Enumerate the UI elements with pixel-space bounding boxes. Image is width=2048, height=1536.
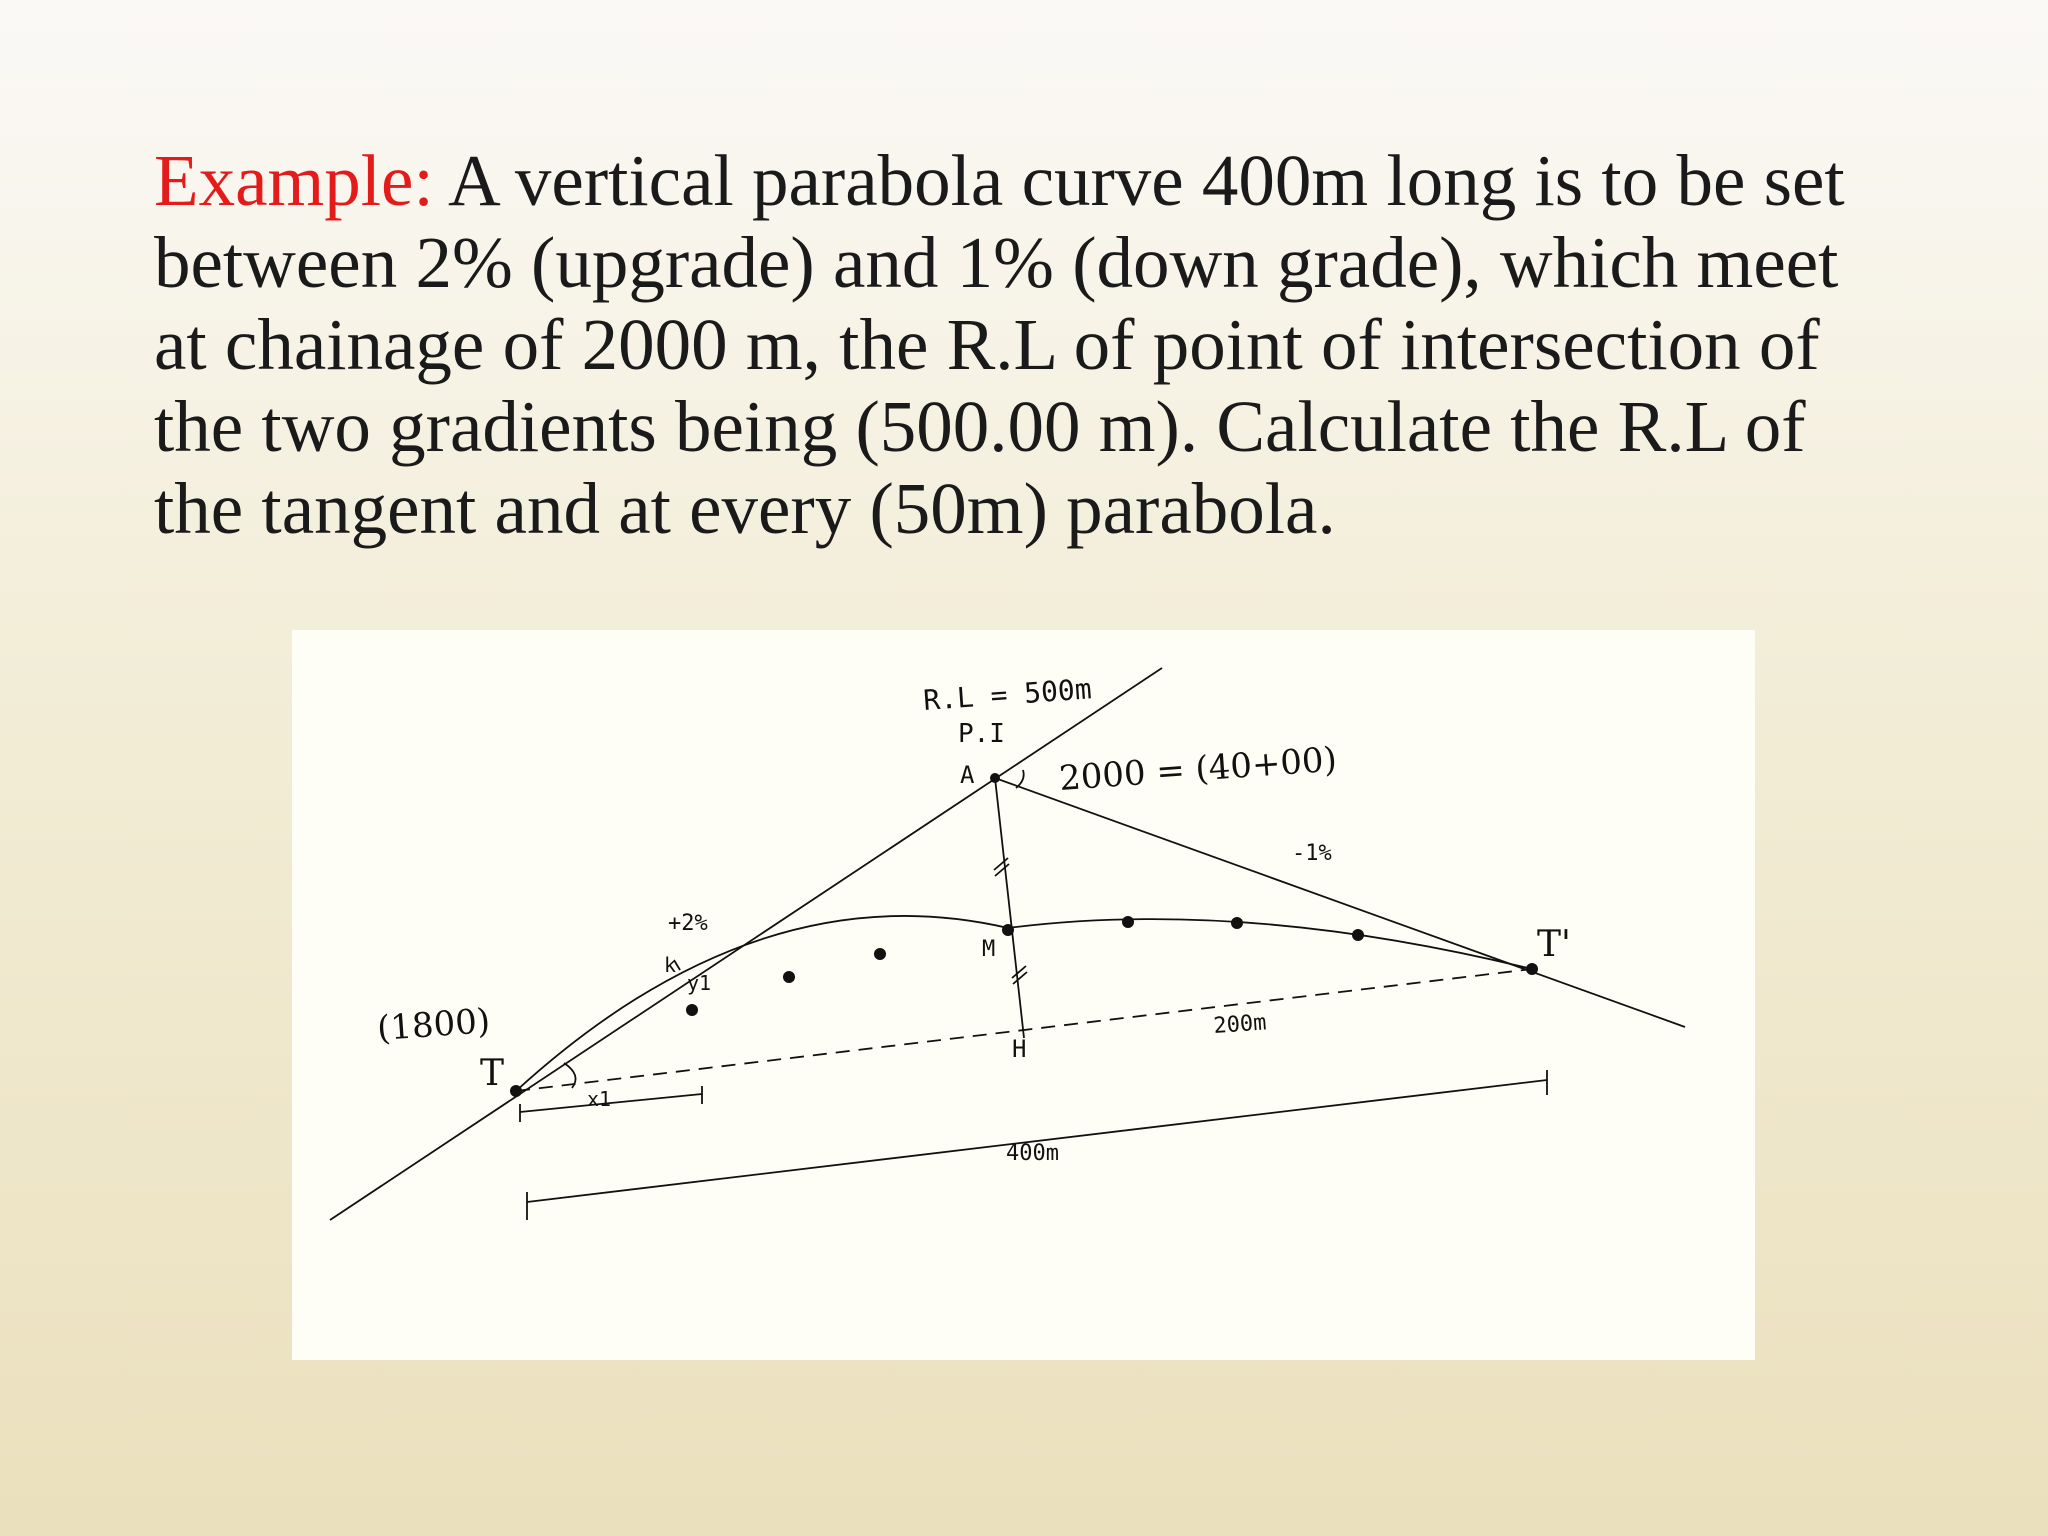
- upgrade-label: +2%: [668, 911, 708, 936]
- point-tprime-label: T': [1537, 924, 1571, 965]
- point-m-dot: [1002, 924, 1014, 936]
- problem-line-2: between 2% (upgrade) and 1% (down grade), which meet: [154, 222, 1839, 303]
- chainage-label: 2000 = (40+00): [1057, 739, 1339, 799]
- full-length-label: 400m: [1006, 1141, 1059, 1166]
- example-label: Example:: [154, 140, 434, 221]
- curve-point: [1122, 916, 1134, 928]
- curve-point: [1352, 929, 1364, 941]
- downgrade-label: -1%: [1292, 841, 1332, 866]
- point-h-label: H: [1012, 1035, 1027, 1063]
- rl-label: R.L = 500m: [922, 672, 1093, 717]
- problem-line-5: the tangent and at every (50m) parabola.: [154, 468, 1336, 549]
- parabola-curve: [516, 916, 1532, 1091]
- problem-statement: [154, 140, 1914, 550]
- diagram-svg: [292, 630, 1755, 1360]
- curve-point: [686, 1004, 698, 1016]
- curve-point: [1231, 917, 1243, 929]
- y1-label: y1: [687, 971, 712, 995]
- vertical-line-a-h: [995, 778, 1024, 1038]
- curve-point: [783, 971, 795, 983]
- point-k-label: k: [664, 953, 677, 977]
- point-m-label: M: [982, 937, 996, 962]
- point-a-dot: [990, 773, 1000, 783]
- chord-line-t-tprime: [516, 969, 1532, 1091]
- problem-line-4: the two gradients being (500.00 m). Calculate the R.L of: [154, 386, 1806, 467]
- problem-line-3: at chainage of 2000 m, the R.L of point of intersection of: [154, 304, 1820, 385]
- point-t-dot: [510, 1085, 522, 1097]
- problem-line-1: A vertical parabola curve 400m long is to be set: [433, 140, 1845, 221]
- start-chainage-label: (1800): [375, 1001, 492, 1049]
- pi-label: P.I: [958, 719, 1005, 749]
- half-length-label: 200m: [1212, 1010, 1268, 1039]
- parabola-diagram: [292, 630, 1755, 1360]
- point-a-label: A: [960, 761, 975, 789]
- x1-label: x1: [587, 1087, 612, 1111]
- curve-point: [874, 948, 886, 960]
- point-t-label: T: [480, 1053, 505, 1094]
- downgrade-tangent-line: [995, 778, 1685, 1027]
